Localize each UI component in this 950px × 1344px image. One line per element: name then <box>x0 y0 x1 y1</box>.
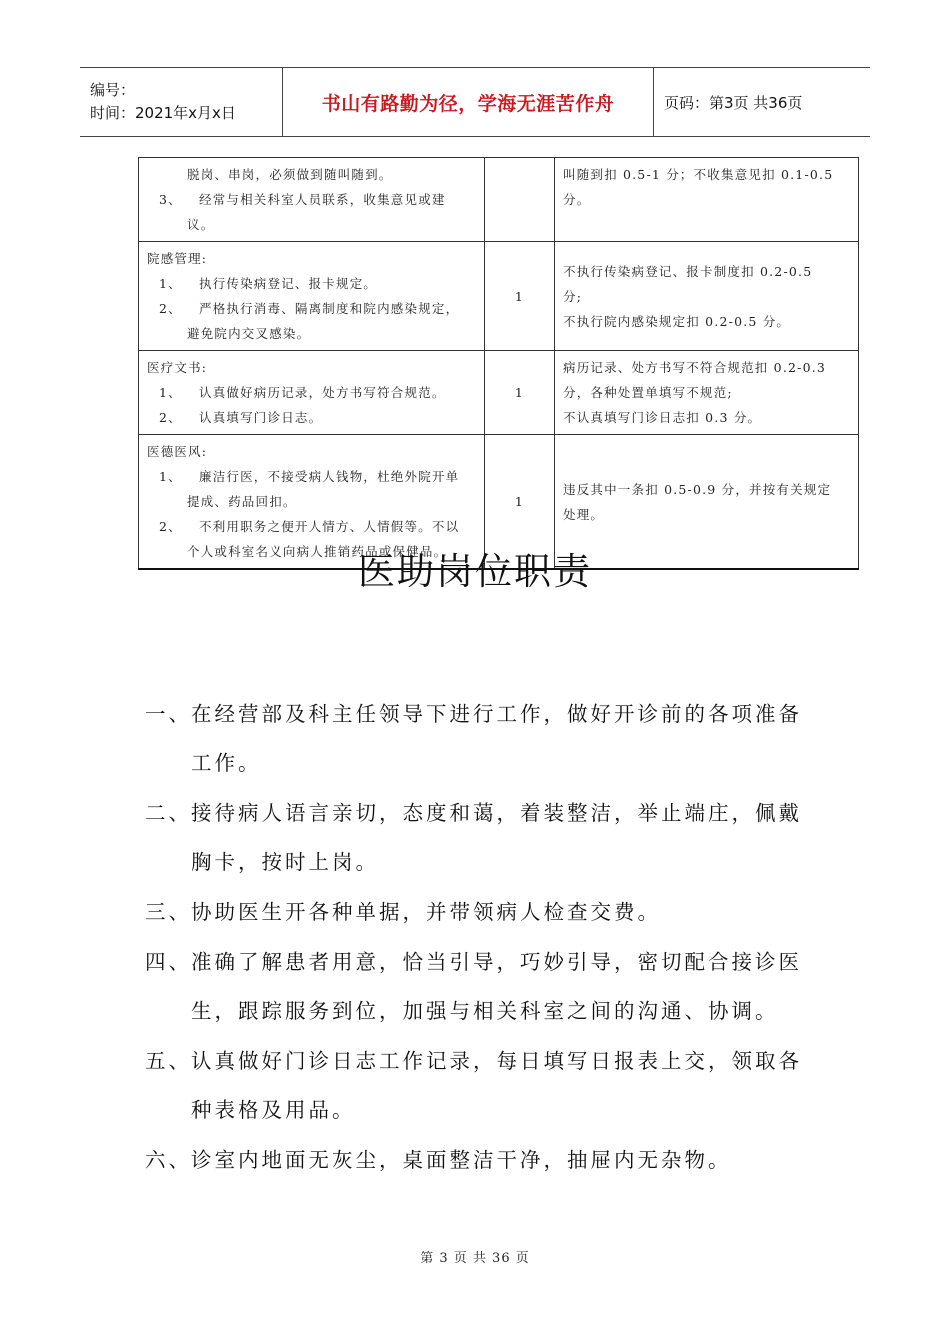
item-text: 执行传染病登记、报卡规定。 <box>199 276 378 291</box>
table-row <box>139 158 859 242</box>
duty-number: 二、 <box>145 801 192 825</box>
requirement-line <box>147 296 476 321</box>
duty-text: 协助医生开各种单据，并带领病人检查交费。 <box>191 900 661 924</box>
duty-item <box>145 690 825 788</box>
duty-number: 四、 <box>145 950 192 974</box>
deduction-line: 分，各种处置单填写不规范; <box>563 385 733 400</box>
duty-number: 一、 <box>145 702 192 726</box>
item-number: 2、 <box>159 301 182 316</box>
item-text: 脱岗、串岗，必须做到随叫随到。 <box>187 167 393 182</box>
item-number: 3、 <box>159 192 182 207</box>
requirement-line <box>147 162 476 187</box>
score-cell: 1 <box>485 351 555 435</box>
item-text: 提成、药品回扣。 <box>187 494 297 509</box>
requirement-line <box>147 246 476 271</box>
page-footer: 第 3 页 共 36 页 <box>420 1251 530 1266</box>
requirement-line <box>147 321 476 346</box>
item-text: 经常与相关科室人员联系，收集意见或建 <box>199 192 446 207</box>
score-cell: 1 <box>485 435 555 570</box>
table-row <box>139 242 859 351</box>
duty-text: 在经营部及科主任领导下进行工作，做好开诊前的各项准备工作。 <box>191 702 802 775</box>
number-label: 编号： <box>90 81 136 99</box>
duty-text: 认真做好门诊日志工作记录，每日填写日报表上交，领取各种表格及用品。 <box>191 1049 802 1122</box>
deduction-line: 处理。 <box>563 506 605 522</box>
item-number: 1、 <box>159 276 182 291</box>
item-text: 医德医风: <box>147 444 208 459</box>
header-motto: 书山有路勤为径，学海无涯苦作舟 <box>283 68 654 136</box>
duty-item <box>145 1037 825 1135</box>
page-header <box>80 67 870 137</box>
deduction-line: 违反其中一条扣 0.5-0.9 分，并按有关规定 <box>563 481 832 497</box>
time-label: 时间：2021年x月x日 <box>90 104 236 122</box>
requirement-line <box>147 187 476 212</box>
duty-text: 准确了解患者用意，恰当引导，巧妙引导，密切配合接诊医生，跟踪服务到位，加强与相关科室之间的沟通、协调。 <box>191 950 802 1023</box>
duty-number: 六、 <box>145 1148 192 1172</box>
item-text: 医疗文书: <box>147 360 208 375</box>
item-text: 议。 <box>187 217 215 232</box>
page-title: 医助岗位职责 <box>358 550 592 593</box>
item-text: 认真做好病历记录，处方书写符合规范。 <box>199 385 446 400</box>
requirement-line <box>147 380 476 405</box>
item-number: 2、 <box>159 410 182 425</box>
item-text: 避免院内交叉感染。 <box>187 326 311 341</box>
requirement-cell <box>139 242 485 351</box>
assessment-table <box>138 157 859 570</box>
item-number: 2、 <box>159 519 182 534</box>
requirement-line <box>147 271 476 296</box>
duty-text: 诊室内地面无灰尘，桌面整洁干净，抽屉内无杂物。 <box>191 1148 732 1172</box>
score-cell <box>485 158 555 242</box>
item-text: 廉洁行医，不接受病人钱物，杜绝外院开单 <box>199 469 460 484</box>
requirement-line <box>147 212 476 237</box>
assessment-table-body <box>139 158 859 570</box>
deduction-line: 不执行院内感染规定扣 0.2-0.5 分。 <box>563 313 791 329</box>
header-page-info: 页码：第3页 共36页 <box>664 93 803 112</box>
duty-item <box>145 1136 825 1185</box>
deduction-cell <box>555 351 859 435</box>
item-text: 个人或科室名义向病人推销药品或保健品。 <box>187 544 448 559</box>
item-number: 1、 <box>159 385 182 400</box>
deduction-line: 分; <box>563 288 583 304</box>
deduction-line: 不执行传染病登记、报卡制度扣 0.2-0.5 <box>563 263 813 279</box>
item-text: 严格执行消毒、隔离制度和院内感染规定， <box>199 301 460 316</box>
duty-item <box>145 789 825 887</box>
requirement-line <box>147 405 476 430</box>
score-cell: 1 <box>485 242 555 351</box>
duty-number: 五、 <box>145 1049 192 1073</box>
requirement-cell <box>139 158 485 242</box>
requirement-line <box>147 439 476 464</box>
deduction-cell <box>555 242 859 351</box>
duty-item <box>145 938 825 1036</box>
deduction-line: 分。 <box>563 192 591 207</box>
header-meta <box>80 68 283 136</box>
duty-item <box>145 888 825 937</box>
deduction-line: 病历记录、处方书写不符合规范扣 0.2-0.3 <box>563 360 827 375</box>
item-text: 院感管理: <box>147 251 208 266</box>
deduction-line: 不认真填写门诊日志扣 0.3 分。 <box>563 410 762 425</box>
requirement-line <box>147 464 476 489</box>
duty-list <box>145 690 825 1186</box>
item-text: 认真填写门诊日志。 <box>199 410 323 425</box>
table-row <box>139 351 859 435</box>
requirement-line <box>147 514 476 539</box>
requirement-line <box>147 355 476 380</box>
duty-number: 三、 <box>145 900 192 924</box>
requirement-line <box>147 489 476 514</box>
requirement-cell <box>139 351 485 435</box>
duty-text: 接待病人语言亲切，态度和蔼，着装整洁，举止端庄，佩戴胸卡，按时上岗。 <box>191 801 802 874</box>
deduction-line: 叫随到扣 0.5-1 分；不收集意见扣 0.1-0.5 <box>563 167 834 182</box>
item-number: 1、 <box>159 469 182 484</box>
deduction-cell <box>555 158 859 242</box>
item-text: 不利用职务之便开人情方、人情假等。不以 <box>199 519 460 534</box>
